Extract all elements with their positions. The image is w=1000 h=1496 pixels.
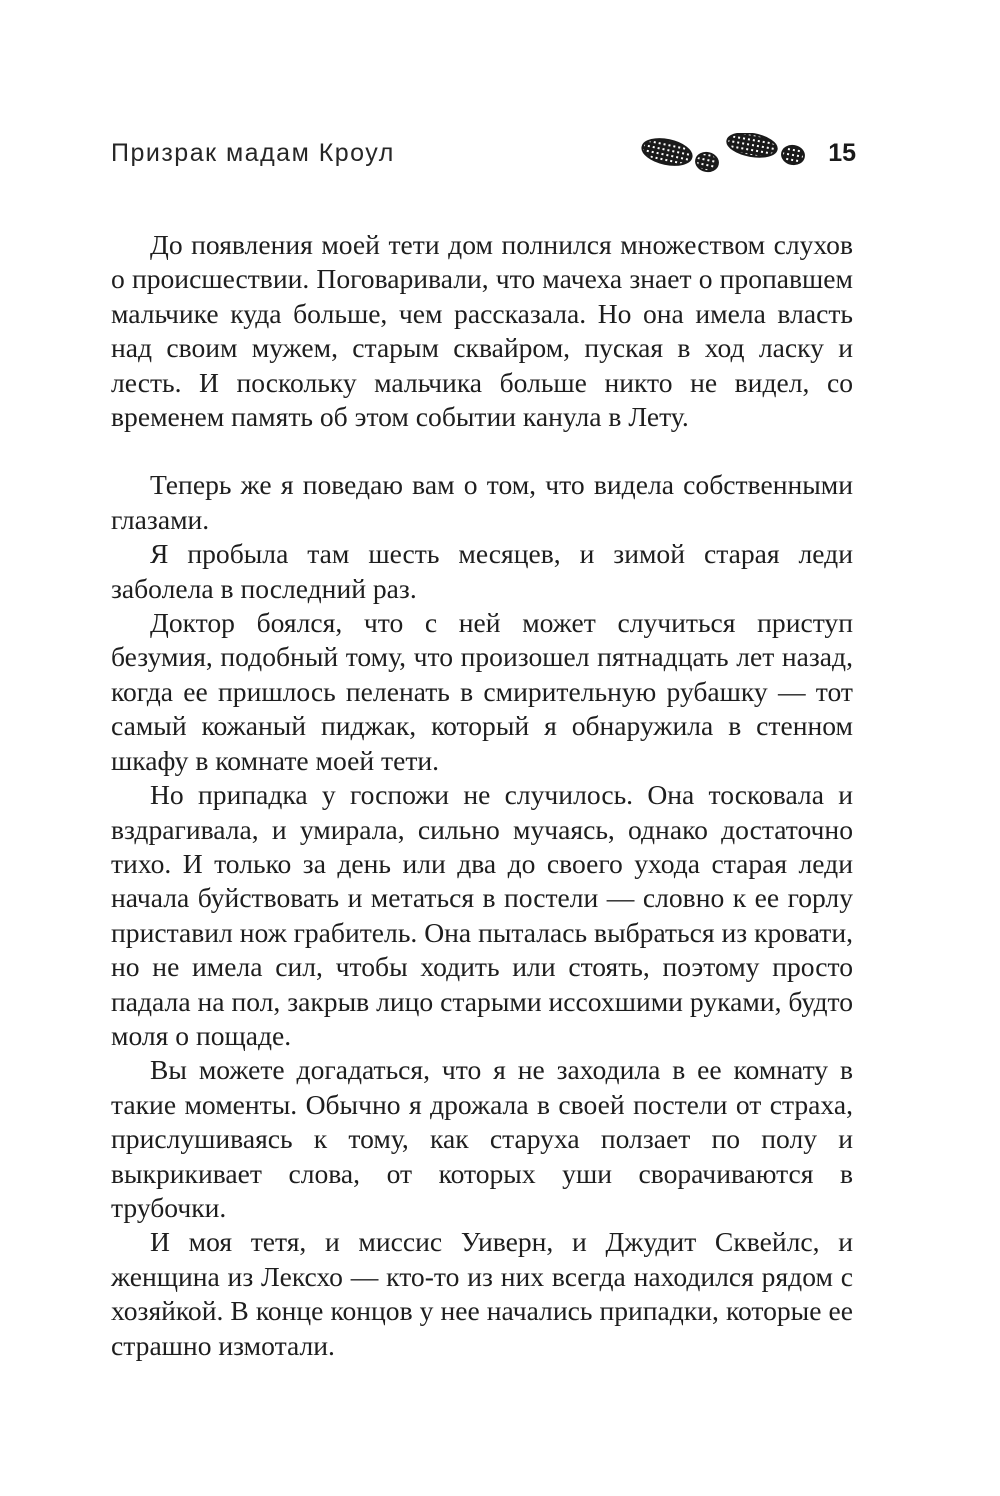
left-footprint — [641, 135, 720, 173]
paragraph: Доктор боялся, что с ней может случиться приступ безумия, подобный тому, что произошел пятнадцать лет назад, когда ее пришлось пеленать в смирительную рубашку — тот самый кожаный пиджак, который я обнаружила в стенном шкафу в комнате моей тети. — [111, 607, 853, 776]
paragraph: До появления моей тети дом полнился множеством слухов о происшествии. Поговаривали, что мачеха знает о пропавшем мальчике куда больше, чем рассказала. Но она имела власть над своим мужем, старым сквайром, пуская в ход ласку и лесть. И поскольку мальчика больше никто не видел, со временем память об этом событии канула в Лету. — [111, 229, 853, 433]
page-number: 15 — [828, 139, 856, 167]
paragraph: И моя тетя, и миссис Уиверн, и Джудит Сквейлс, и женщина из Лексхо — кто-то из них всегда находился рядом с хозяйкой. В конце концов у нее начались припадки, которые ее страшно измотали. — [111, 1226, 853, 1361]
paragraph: Но припадка у госпожи не случилось. Она тосковала и вздрагивала, и умирала, сильно мучаясь, однако достаточно тихо. И только за день или два до своего ухода старая леди начала буйствовать и метаться в постели — словно к ее горлу приставил нож грабитель. Она пыталась выбраться из кровати, но не имела сил, чтобы ходить или стоять, поэтому просто падала на пол, закрыв лицо старыми иссохшими руками, будто моля о пощаде. — [111, 779, 853, 1051]
running-header — [111, 133, 856, 183]
footprints-icon — [641, 133, 823, 175]
paragraph: Вы можете догадаться, что я не заходила в ее комнату в такие моменты. Обычно я дрожала в своей постели от страха, прислушиваясь к тому, как старуха ползает по полу и выкрикивает слова, от которых уши сворачиваются в трубочки. — [111, 1054, 853, 1223]
right-footprint — [725, 133, 805, 166]
body-text — [111, 228, 853, 1363]
paragraph: Я пробыла там шесть месяцев, и зимой старая леди заболела в последний раз. — [111, 538, 853, 604]
paragraph: Теперь же я поведаю вам о том, что видела собственными глазами. — [111, 469, 853, 535]
running-title: Призрак мадам Кроул — [111, 139, 395, 167]
